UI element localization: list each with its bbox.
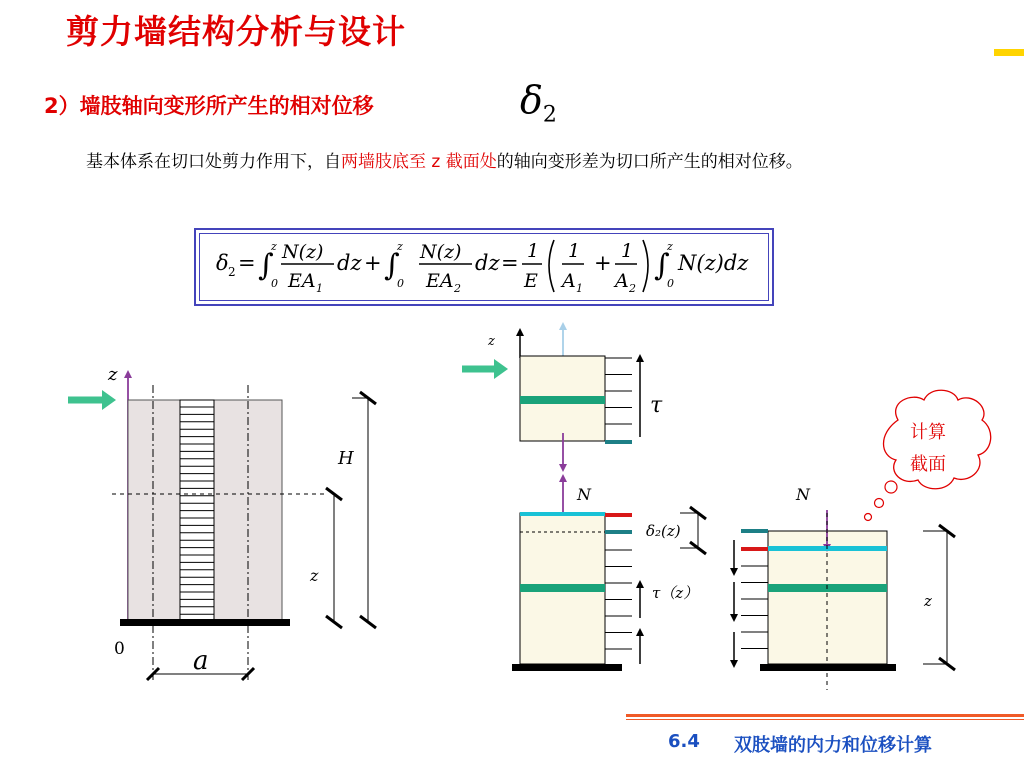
svg-text:2: 2 (228, 265, 236, 279)
segment-input-arrow (462, 359, 508, 379)
svg-text:∫: ∫ (384, 248, 400, 283)
section-height-label: z (310, 566, 319, 585)
segment-shear-ticks (605, 358, 632, 441)
svg-text:1: 1 (527, 240, 540, 262)
svg-text:=: = (238, 251, 256, 275)
right-pier-base (760, 664, 896, 671)
svg-text:z: z (667, 240, 673, 253)
delta-subscript: 2 (542, 102, 557, 128)
slide-title: 剪力墙结构分析与设计 (66, 12, 406, 51)
left-pier-band (520, 584, 605, 592)
origin-label: 0 (114, 639, 125, 659)
svg-text:A: A (615, 270, 629, 292)
delta-symbol: δ (520, 78, 543, 122)
svg-text:1: 1 (576, 282, 583, 295)
left-wall-figure (68, 364, 376, 680)
svg-text:N(z)dz: N(z)dz (678, 251, 749, 275)
section-heading: 2）墙肢轴向变形所产生的相对位移 (44, 94, 374, 118)
svg-text:∫: ∫ (258, 248, 274, 283)
segment-z-label: z (488, 334, 495, 349)
svg-text:z: z (271, 240, 277, 253)
left-pier-shear-ticks (605, 550, 632, 649)
thought-bubble (865, 390, 991, 520)
svg-text:2: 2 (629, 282, 636, 295)
formula-expression (216, 240, 749, 295)
paragraph-highlight: 两墙肢底至 z 截面处 (341, 152, 497, 172)
svg-text:N(z): N(z) (282, 241, 324, 263)
cut-segment-figure (462, 326, 663, 468)
paragraph-part2: 的轴向变形差为切口所产生的相对位移。 (496, 152, 803, 172)
svg-text:A: A (562, 270, 576, 292)
right-pier-n-label: N (796, 485, 810, 504)
svg-text:1: 1 (568, 240, 581, 262)
tau-label: τ (650, 393, 663, 418)
svg-text:2: 2 (454, 282, 461, 295)
footer-section-number: 6.4 (668, 731, 700, 752)
left-pier-figure (512, 478, 706, 671)
footer-rule-thick (626, 714, 1024, 717)
svg-text:1: 1 (621, 240, 634, 262)
segment-band (520, 396, 605, 404)
footer-rule-thin (626, 719, 1024, 720)
right-pier-figure (734, 485, 955, 690)
svg-text:0: 0 (397, 277, 404, 290)
svg-text:E: E (524, 270, 538, 292)
left-pier-top-band (520, 512, 605, 516)
tau-z-label: τ（z） (652, 584, 699, 602)
right-pier-z-label: z (924, 592, 932, 610)
left-pier-n-label: N (577, 485, 591, 504)
svg-text:+: + (364, 251, 382, 275)
svg-text:EA: EA (426, 270, 454, 292)
delta-z-label: δ₂(z) (646, 522, 681, 540)
wall-base (120, 619, 290, 626)
svg-text:∫: ∫ (654, 248, 670, 283)
svg-text:1: 1 (316, 282, 323, 295)
svg-text:dz: dz (337, 251, 362, 275)
formula-delta2: δ (216, 251, 229, 275)
svg-text:0: 0 (271, 277, 278, 290)
bubble-text-line1: 计算 (910, 422, 946, 443)
svg-text:N(z): N(z) (420, 241, 462, 263)
width-label: a (193, 646, 209, 676)
svg-text:=: = (501, 251, 519, 275)
right-pier-shear-ticks (741, 566, 768, 649)
paragraph-part1: 基本体系在切口处剪力作用下，自 (86, 152, 341, 172)
left-pier-base (512, 664, 622, 671)
bubble-text-line2: 截面 (910, 454, 946, 475)
z-axis-label: z (108, 364, 118, 385)
svg-text:EA: EA (288, 270, 316, 292)
svg-text:z: z (397, 240, 403, 253)
svg-text:+: + (594, 251, 612, 275)
wall-input-arrow (68, 390, 116, 410)
svg-text:0: 0 (667, 277, 674, 290)
footer-section-title: 双肢墙的内力和位移计算 (734, 735, 932, 756)
height-label: H (338, 448, 354, 469)
svg-text:dz: dz (475, 251, 500, 275)
